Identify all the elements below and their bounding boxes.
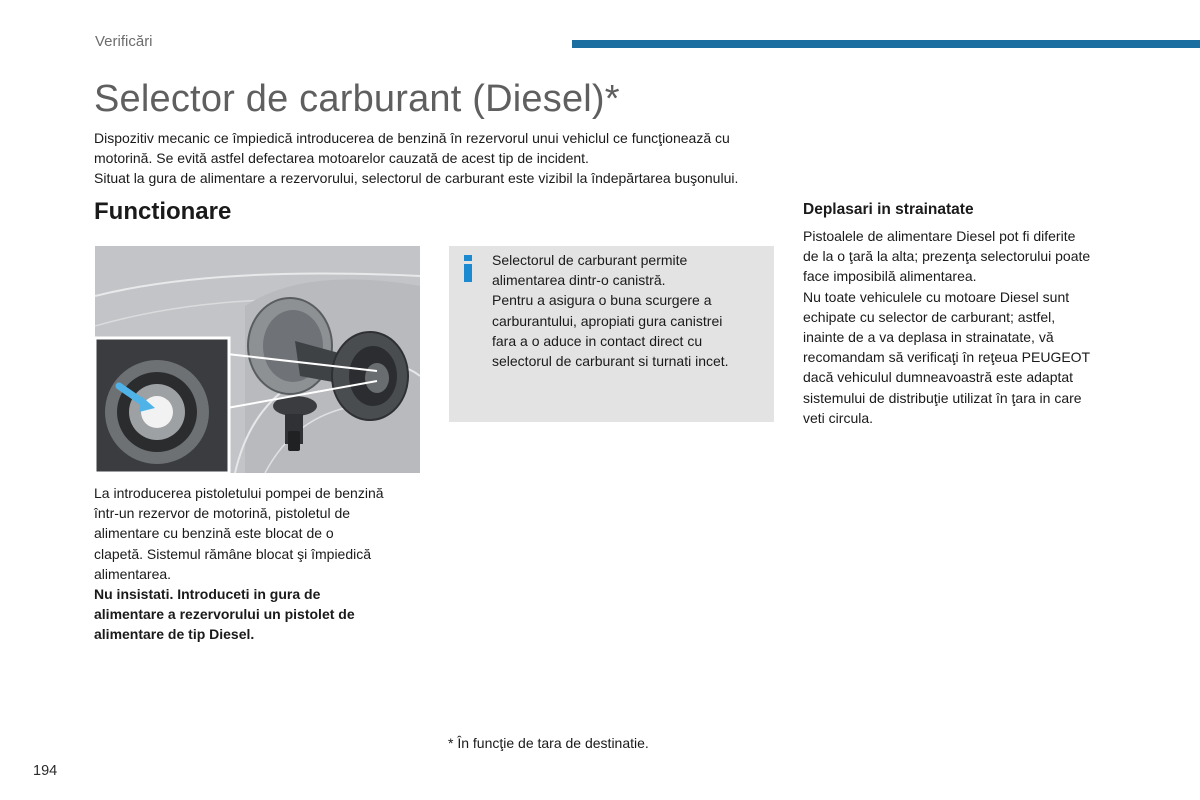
caption-warning-line: Nu insistati. Introduceti in gura de bbox=[94, 586, 321, 603]
abroad-line: recomandam să verificaţi în reţeua PEUGEOT bbox=[803, 349, 1091, 366]
caption-line: La introducerea pistoletului pompei de benzină bbox=[94, 485, 384, 501]
caption-line: alimentarea. bbox=[94, 565, 172, 582]
fuel-filler-drawing bbox=[95, 246, 420, 473]
info-line: alimentarea dintr-o canistră. bbox=[492, 272, 666, 289]
caption-warning-line: alimentare de tip Diesel. bbox=[94, 626, 255, 643]
intro-line: motorină. Se evită astfel defectarea motoarelor cauzată de acest tip de incident. bbox=[94, 150, 589, 166]
functionare-heading: Functionare bbox=[94, 198, 232, 225]
info-box bbox=[449, 246, 774, 422]
info-line: fara a o aduce in contact direct cu bbox=[492, 332, 703, 349]
abroad-line: Pistoalele de alimentare Diesel pot fi diferite bbox=[803, 228, 1076, 244]
caption-line: clapetă. Sistemul rămâne blocat şi împiedică bbox=[94, 545, 372, 562]
abroad-line: inainte de a va deplasa in strainatate, vă bbox=[803, 329, 1054, 346]
abroad-line: de la o ţară la alta; prezenţa selectorului poate bbox=[803, 248, 1091, 265]
info-line: selectorul de carburant si turnati incet. bbox=[492, 353, 729, 370]
page-title: Selector de carburant (Diesel)* bbox=[94, 78, 620, 120]
info-line: carburantului, apropiati gura canistrei bbox=[492, 312, 723, 329]
fuel-filler-illustration bbox=[95, 246, 420, 473]
abroad-line: sistemului de distribuţie utilizat în ţara in care bbox=[803, 389, 1082, 406]
abroad-line: veti circula. bbox=[803, 409, 874, 426]
abroad-line: Nu toate vehiculele cu motoare Diesel sunt bbox=[803, 288, 1070, 305]
abroad-line: dacă vehiculul dumneavoastră este adaptat bbox=[803, 369, 1074, 386]
abroad-line: face imposibilă alimentarea. bbox=[803, 268, 977, 285]
info-line: Pentru a asigura o buna scurgere a bbox=[492, 292, 712, 309]
page-number: 194 bbox=[33, 763, 58, 779]
intro-line: Situat la gura de alimentare a rezervorului, selectorul de carburant este vizibil la îndepărtarea buşonului. bbox=[94, 170, 739, 186]
footnote: * În funcţie de tara de destinatie. bbox=[448, 735, 649, 751]
caption-line: într-un rezervor de motorină, pistoletul de bbox=[94, 505, 351, 522]
info-line: Selectorul de carburant permite bbox=[492, 252, 688, 268]
abroad-text bbox=[803, 226, 1133, 428]
info-icon bbox=[462, 255, 474, 283]
info-text bbox=[492, 250, 767, 371]
section-label: Verificări bbox=[95, 33, 153, 50]
abroad-heading: Deplasari in strainatate bbox=[803, 201, 974, 218]
abroad-line: echipate cu selector de carburant; astfel, bbox=[803, 308, 1056, 325]
caption-warning-line: alimentare a rezervorului un pistolet de bbox=[94, 606, 355, 623]
functionare-caption bbox=[94, 483, 429, 645]
intro-paragraph bbox=[94, 128, 794, 188]
caption-line: alimentare cu benzină este blocat de o bbox=[94, 525, 334, 542]
header-accent-bar bbox=[572, 40, 1200, 48]
intro-line: Dispozitiv mecanic ce împiedică introducerea de benzină în rezervorul unui vehiclul ce funcţionează cu bbox=[94, 130, 730, 146]
